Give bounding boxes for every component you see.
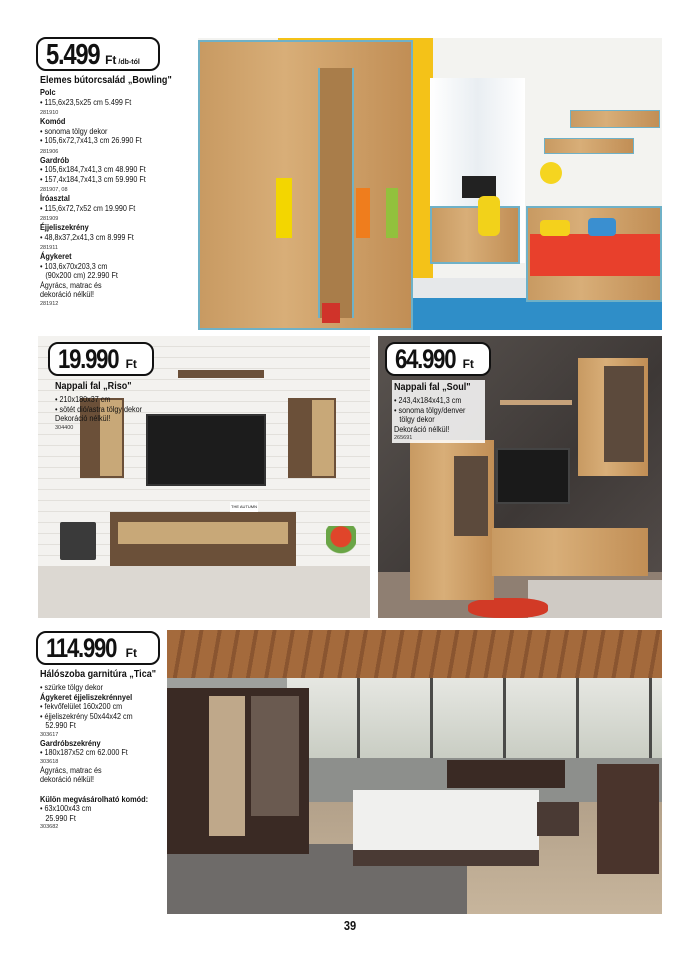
item-name: Komód [40,117,66,126]
tica-sub: Külön megvásárolható komód: [40,794,149,804]
soul-price: 64.990 [395,344,456,374]
wardrobe-panel-orange [356,188,370,238]
page-number: 39 [343,918,357,933]
wall-shelf [500,400,572,405]
red-pillow [468,598,548,618]
tica-line: 52.990 Ft [45,721,76,730]
riso-title: Nappali fal „Riso" [55,380,132,392]
tica-price-tag [36,631,160,665]
pillow-blue [588,218,616,236]
item-code: 281907, 08 [40,187,68,193]
item-code: 281912 [40,300,59,307]
nightstand [537,802,579,836]
item-line: • 48,8x37,2x41,3 cm 8.999 Ft [40,232,134,242]
bed-cover [530,234,660,276]
red-box [322,303,340,323]
wardrobe-open-section [251,696,299,816]
soul-room-photo [378,336,662,618]
bowling-price-tag [36,37,160,71]
riso-price-tag [48,342,154,376]
tica-line: 25.990 Ft [45,813,76,823]
floor [38,566,370,618]
bowling-item-polc [40,88,200,117]
wardrobe-panel [209,696,245,836]
tica-line: • fekvőfelület 160x200 cm [40,702,123,711]
item-code: 281906 [40,148,59,155]
riso-code: 304400 [55,424,74,431]
top-shelf [178,370,264,378]
bowling-item-agykeret [40,252,200,308]
bowling-room-photo [198,38,662,330]
item-line: • 105,6x72,7x41,3 cm 26.990 Ft [40,136,142,145]
tv [496,448,570,504]
item-code: 281909 [40,216,59,222]
bowling-unit: /db-tól [118,59,140,66]
riso-line: • sötét dió/astra tölgy dekor [55,404,142,414]
tica-code: 303682 [40,824,59,830]
bowling-title: Elemes bútorcsalád „Bowling" [40,74,172,86]
tica-line: • szürke tölgy dekor [40,683,103,692]
dresser [597,764,659,874]
tv-stand [492,528,648,576]
soul-price-tag [385,342,491,376]
soul-text [392,380,485,443]
soul-line: • 243,4x184x41,3 cm [394,396,462,405]
wall-shelf-1 [570,110,660,128]
monitor [462,176,496,198]
item-line: • 115,6x23,5x25 cm 5.499 Ft [40,97,132,107]
item-name: Íróasztal [40,194,70,203]
soul-line: tölgy dekor [399,415,435,424]
wall-shelf-2 [544,138,634,154]
tica-price: 114.990 [46,633,117,663]
tica-title: Hálószoba garnitúra „Tica" [40,668,157,680]
desk [430,206,520,264]
wardrobe-panel-yellow [276,178,292,238]
wood-ceiling [167,630,662,678]
tica-sub: Ágykeret éjjeliszekrénnyel [40,692,133,702]
riso-currency: Ft [125,357,137,371]
bowling-currency: Ft [105,53,117,67]
right-cabinet-door [312,400,334,476]
window-frames [287,678,662,758]
tica-note: Ágyrács, matrac és [40,765,102,775]
flower-vase [326,526,356,562]
item-code: 281910 [40,110,59,116]
wall-cabinet-glass [604,366,644,462]
riso-line: Dekoráció nélkül! [55,414,111,423]
yellow-chair [478,196,500,236]
item-line: dekoráció nélkül! [40,290,95,299]
tica-currency: Ft [125,646,137,660]
soul-title: Nappali fal „Soul" [394,381,471,393]
item-line: • 103,6x70x203,3 cm [40,261,108,271]
display-glass [454,456,488,536]
wardrobe-panel-green [386,188,398,238]
rug [528,580,662,618]
tica-line: • éjjeliszekrény 50x44x42 cm [40,711,133,721]
item-line: • 115,6x72,7x52 cm 19.990 Ft [40,203,136,213]
wardrobe-shelf [318,68,354,318]
bowling-specs [40,88,200,308]
item-line: (90x200 cm) 22.990 Ft [45,271,118,280]
tica-sub: Gardróbszekrény [40,738,101,748]
tica-code: 303618 [40,758,59,765]
bed-headboard [447,760,565,788]
bed [353,790,539,866]
item-name: Polc [40,88,56,97]
bowling-price: 5.499 [46,39,100,71]
speaker [60,522,96,560]
riso-price: 19.990 [58,344,119,374]
wardrobe [198,40,413,330]
tica-line: • 180x187x52 cm 62.000 Ft [40,748,128,757]
riso-line: • 210x180x37 cm [55,395,111,404]
tv-sign-text: THE AUTUMN [231,504,257,509]
tica-text [40,668,168,831]
tica-code: 303617 [40,731,59,738]
soul-currency: Ft [462,357,474,371]
bowling-item-iroasztal [40,194,200,223]
bowling-item-ejjeliszekreny [40,223,200,252]
pillow-yellow [540,220,570,236]
bowling-item-komod [40,117,200,156]
bowling-item-gardrob [40,156,200,195]
tv [146,414,266,486]
tica-note: dekoráció nélkül! [40,775,95,784]
item-line: • sonoma tölgy dekor [40,126,108,136]
smiley-decor [540,162,562,184]
item-line: • 105,6x184,7x41,3 cm 48.990 Ft [40,165,146,174]
item-name: Éjjeliszekrény [40,223,89,232]
tv-sign [230,502,258,512]
tv-stand-inner [118,522,288,544]
soul-line: Dekoráció nélkül! [394,424,450,434]
item-name: Ágykeret [40,252,72,261]
tica-line: • 63x100x43 cm [40,804,92,813]
item-line: • 157,4x184,7x41,3 cm 59.990 Ft [40,174,146,184]
soul-line: • sonoma tölgy/denver [394,405,466,415]
riso-room-photo [38,336,370,618]
item-code: 281911 [40,245,58,251]
item-line: Ágyrács, matrac és [40,280,102,290]
riso-text [55,380,152,432]
tica-bedroom-photo [167,630,662,914]
blue-rug [388,298,662,330]
item-name: Gardrób [40,155,70,165]
soul-code: 265691 [394,435,413,441]
